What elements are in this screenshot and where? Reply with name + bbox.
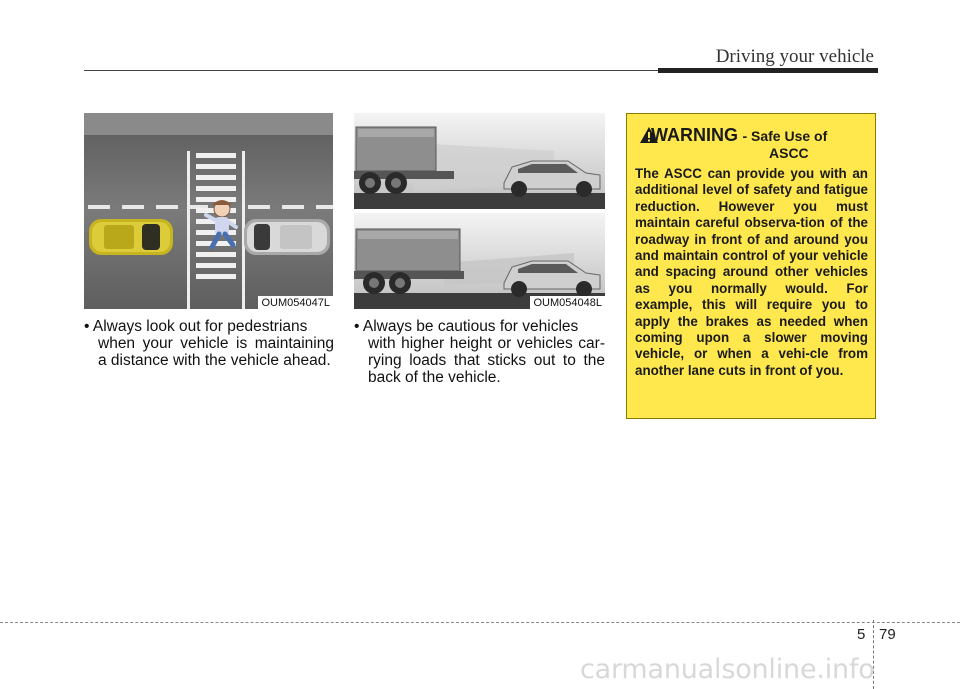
chapter-number: 5: [857, 626, 866, 643]
warning-title: WARNING: [651, 125, 738, 145]
header-rule-accent: [658, 68, 878, 73]
watermark: carmanualsonline.info: [580, 654, 875, 685]
page-number: 79: [879, 626, 896, 643]
header-title: Driving your vehicle: [715, 46, 874, 67]
footer-rule: [0, 622, 960, 623]
warning-heading: [651, 125, 871, 161]
crosswalk-illustration: [84, 113, 333, 309]
crosswalk-scene: [84, 113, 333, 309]
warning-box: [626, 113, 876, 419]
truck-scene: [354, 113, 605, 309]
bullet-left-first-line: • Always look out for pedestrians: [84, 318, 308, 335]
figure-label-right: OUM054048L: [530, 296, 606, 309]
warning-subtitle: - Safe Use of: [742, 128, 828, 144]
bullet-right: [354, 318, 605, 386]
truck-illustration: [354, 113, 605, 309]
bullet-right-first-line: • Always be cautious for vehicles: [354, 318, 579, 335]
bullet-left-rest: when your vehicle is maintaining a distance with the vehicle ahead.: [98, 335, 334, 369]
bullet-left: [84, 318, 334, 369]
warning-subtitle-2: ASCC: [769, 145, 809, 161]
bullet-right-rest: with higher height or vehicles car-rying loads that sticks out to the back of the vehicle.: [368, 335, 605, 386]
warning-body: The ASCC can provide you with an additional level of safety and fatigue reduction. However you must maintain careful observa-tion of the roadway in front of and around you and maintain control of your vehicle and spacing around other vehicles as you normally would. For example, this will require you to apply the brakes as needed when coming upon a slower moving vehicle, or when a vehi-cle from another lane cuts in front of you.: [635, 166, 868, 378]
figure-label-left: OUM054047L: [258, 296, 334, 309]
yellow-car: [89, 219, 173, 255]
silver-car: [244, 219, 330, 255]
